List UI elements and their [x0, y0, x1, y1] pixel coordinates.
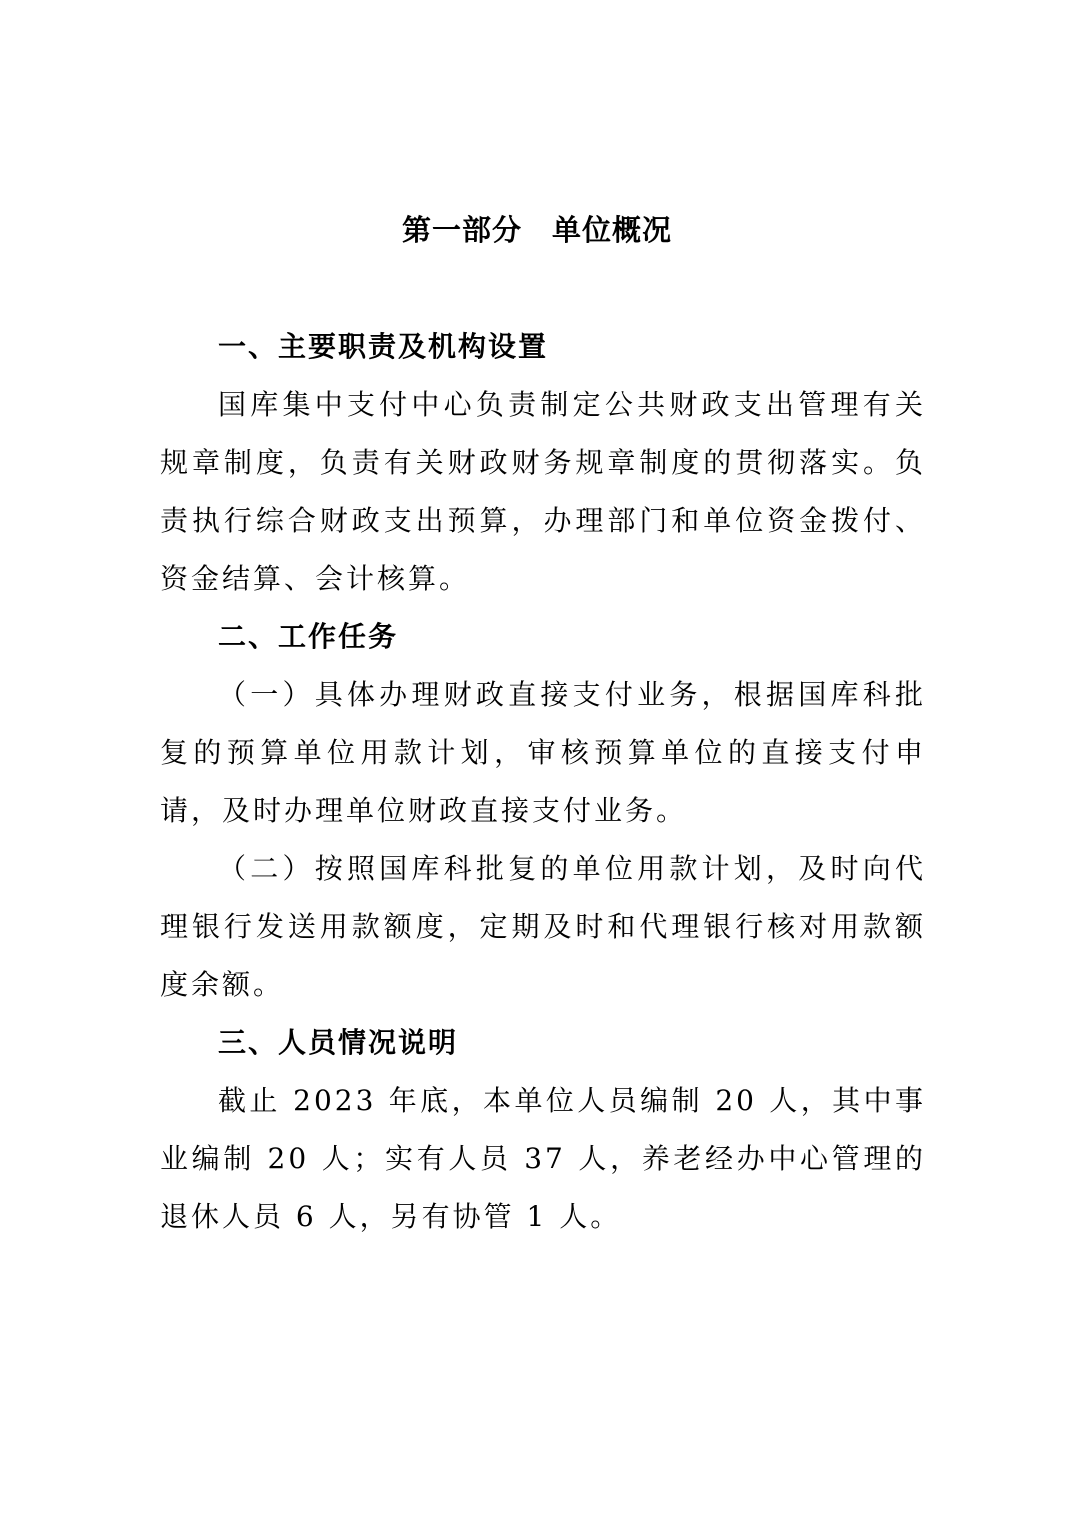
- section-heading-staff: 三、人员情况说明: [218, 1026, 459, 1059]
- paragraph-staff: 截止 2023 年底，本单位人员编制 20 人，其中事业编制 20 人；实有人员 37 人，养老经办中心管理的退休人员 6 人，另有协管 1 人。: [160, 1084, 926, 1233]
- page-title: 第一部分 单位概况: [401, 213, 672, 247]
- paragraph-duties: 国库集中支付中心负责制定公共财政支出管理有关规章制度，负责有关财政财务规章制度的贯彻落实。负责执行综合财政支出预算，办理部门和单位资金拨付、资金结算、会计核算。: [160, 388, 926, 595]
- document-body: [160, 318, 926, 1246]
- section-heading-duties: 一、主要职责及机构设置: [218, 330, 549, 363]
- paragraph-task-2: （二）按照国库科批复的单位用款计划，及时向代理银行发送用款额度，定期及时和代理银行核对用款额度余额。: [160, 852, 926, 1001]
- paragraph-task-1: （一）具体办理财政直接支付业务，根据国库科批复的预算单位用款计划，审核预算单位的直接支付申请，及时办理单位财政直接支付业务。: [160, 678, 926, 827]
- section-heading-tasks: 二、工作任务: [218, 620, 399, 653]
